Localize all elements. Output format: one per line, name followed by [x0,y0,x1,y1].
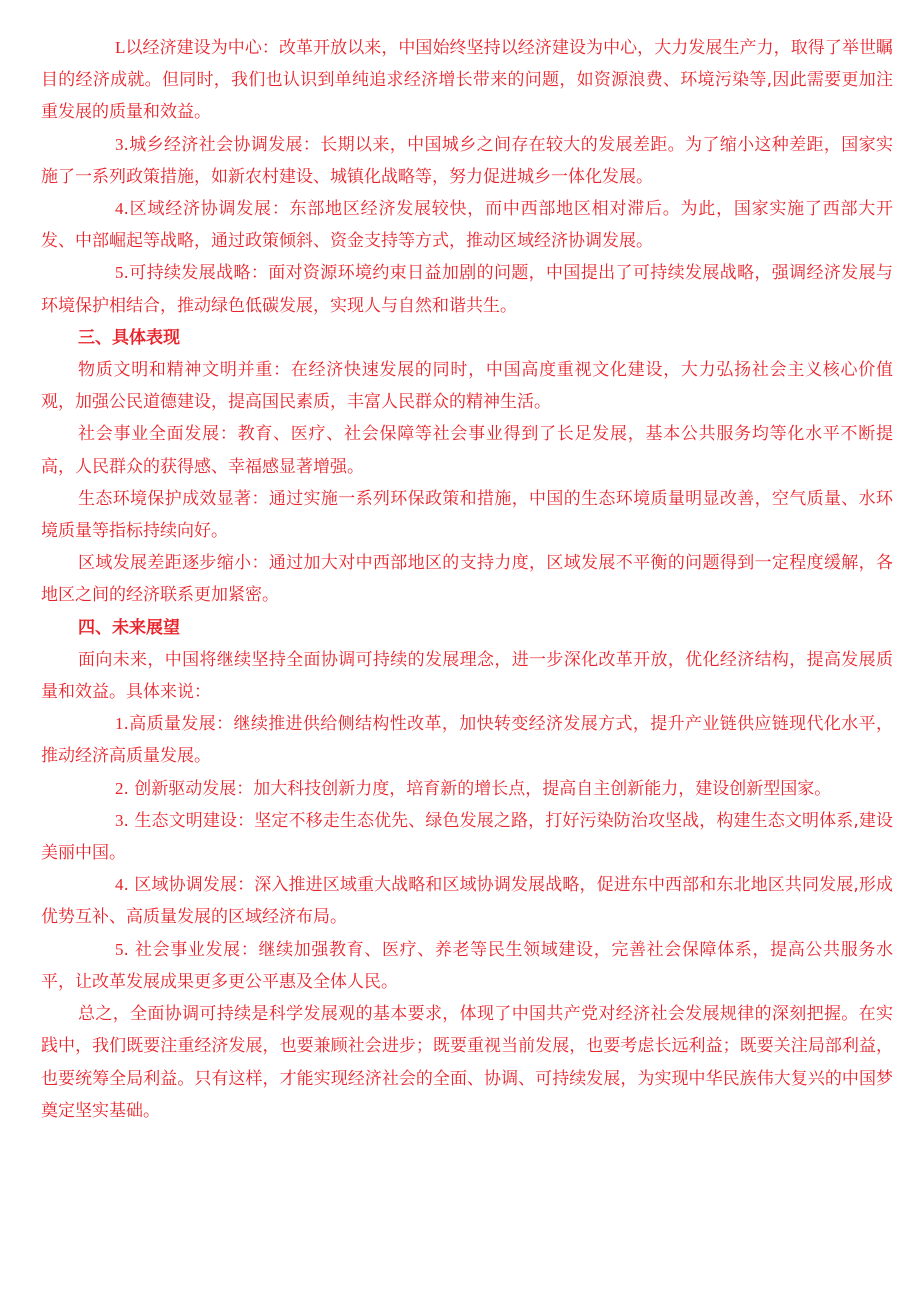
body-paragraph: 区域发展差距逐步缩小：通过加大对中西部地区的支持力度，区域发展不平衡的问题得到一定程度缓解，各地区之间的经济联系更加紧密。 [41,553,893,606]
item-text: . 区域协调发展：深入推进区域重大战略和区域协调发展战略，促进东中西部和东北地区共同发展,形成优势互补、高质量发展的区域经济布局。 [41,875,893,928]
section-heading-3: 三、具体表现 [78,327,180,348]
item-number: 2 [115,778,124,798]
item-number: 4 [115,199,124,219]
item-text: . 社会事业发展：继续加强教育、医疗、养老等民生领域建设，完善社会保障体系，提高公共服务水平，让改革发展成果更多更公平惠及全体人民。 [41,939,893,992]
item-number: 1 [115,714,124,734]
body-paragraph: 生态环境保护成效显著：通过实施一系列环保政策和措施，中国的生态环境质量明显改善，空气质量、水环境质量等指标持续向好。 [41,488,893,542]
list-item [41,193,893,257]
item-number: 5 [115,939,124,959]
item-text: .城乡经济社会协调发展：长期以来，中国城乡之间存在较大的发展差距。为了缩小这种差距，国家实施了一系列政策措施，如新农村建设、城镇化战略等，努力促进城乡一体化发展。 [41,134,893,187]
list-item [41,934,893,998]
item-number: 5 [115,263,124,283]
intro-paragraph: 面向未来，中国将继续坚持全面协调可持续的发展理念，进一步深化改革开放，优化经济结构，提高发展质量和效益。具体来说： [41,649,893,703]
item-number: 3 [115,134,124,154]
list-item [41,129,893,193]
item-text: . 生态文明建设：坚定不移走生态优先、绿色发展之路，打好污染防治攻坚战，构建生态文明体系,建设美丽中国。 [41,810,893,864]
item-number: 4 [115,875,124,895]
item-text: .区域经济协调发展：东部地区经济发展较快，而中西部地区相对滞后。为此，国家实施了西部大开发、中部崛起等战略，通过政策倾斜、资金支持等方式，推动区域经济协调发展。 [41,199,893,252]
body-paragraph: 物质文明和精神文明并重：在经济快速发展的同时，中国高度重视文化建设，大力弘扬社会主义核心价值观，加强公民道德建设，提高国民素质，丰富人民群众的精神生活。 [41,360,893,413]
item-text: .可持续发展战略：面对资源环境约束日益加剧的问题，中国提出了可持续发展战略，强调经济发展与环境保护相结合，推动绿色低碳发展，实现人与自然和谐共生。 [41,263,893,316]
section-heading-4: 四、未来展望 [78,617,180,638]
item-number: 3 [115,810,124,830]
document-page [41,32,893,1127]
list-item [41,805,893,869]
item-number: L [115,38,126,57]
item-text: 以经济建设为中心：改革开放以来，中国始终坚持以经济建设为中心，大力发展生产力，取得了举世瞩目的经济成就。但同时，我们也认识到单纯追求经济增长带来的问题，如资源浪费、环境污染等,因此需要更加注重发展的质量和效益。 [41,38,893,123]
item-text: . 创新驱动发展：加大科技创新力度，培育新的增长点，提高自主创新能力，建设创新型国家。 [123,778,832,799]
conclusion-paragraph: 总之，全面协调可持续是科学发展观的基本要求，体现了中国共产党对经济社会发展规律的深刻把握。在实践中，我们既要注重经济发展，也要兼顾社会进步；既要重视当前发展，也要考虑长远利益；既要关注局部利益，也要统筹全局利益。只有这样，才能实现经济社会的全面、协调、可持续发展，为实现中华民族伟大复兴的中国梦奠定坚实基础。 [41,1004,893,1121]
list-item [41,257,893,321]
list-item [41,708,893,772]
list-item [41,773,893,805]
list-item [41,869,893,933]
item-text: .高质量发展：继续推进供给侧结构性改革，加快转变经济发展方式，提升产业链供应链现代化水平，推动经济高质量发展。 [41,714,893,767]
list-item [41,32,893,129]
body-paragraph: 社会事业全面发展：教育、医疗、社会保障等社会事业得到了长足发展，基本公共服务均等化水平不断提高，人民群众的获得感、幸福感显著增强。 [41,424,893,477]
